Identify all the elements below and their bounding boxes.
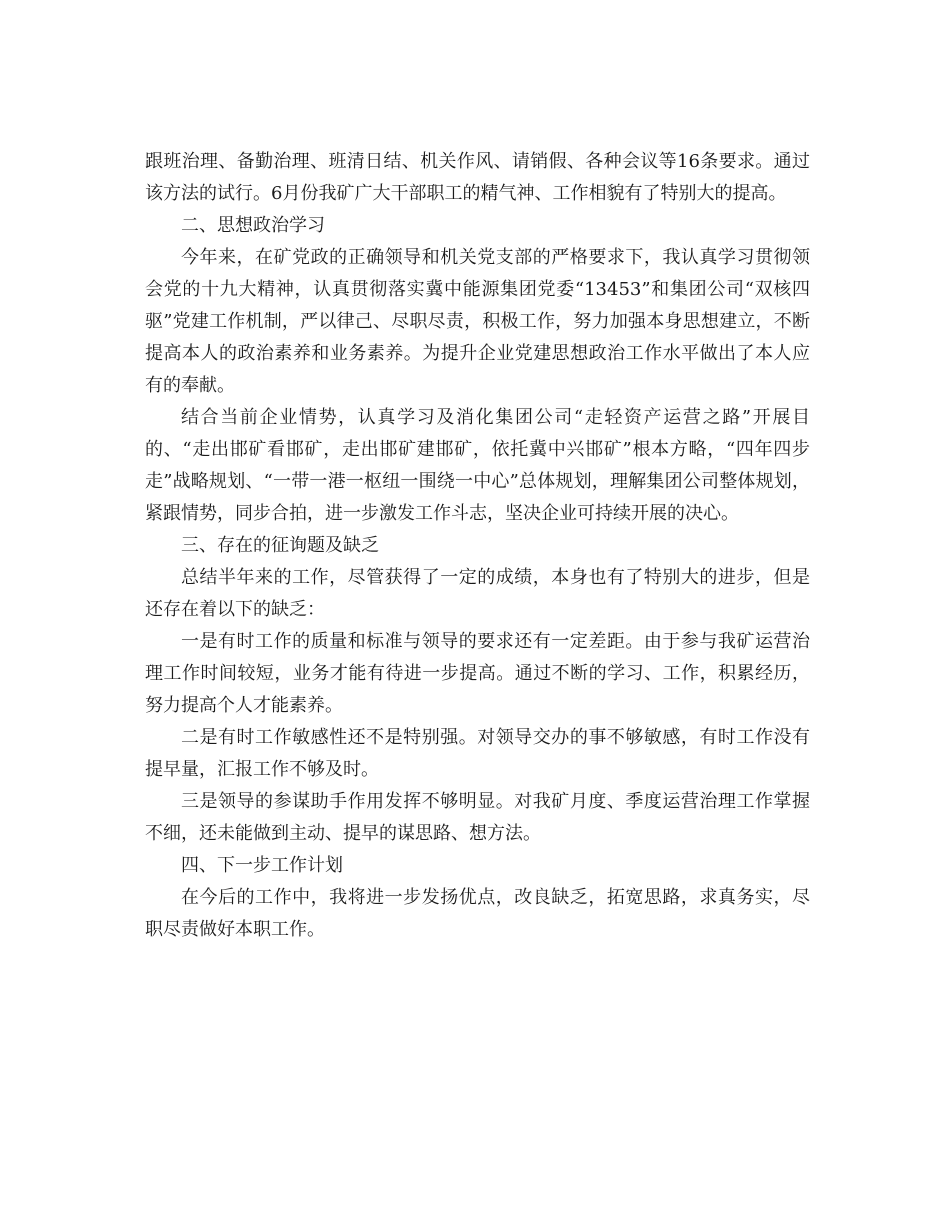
paragraph-management-requirements: 跟班治理、备勤治理、班清日结、机关作风、请销假、各种会议等16条要求。通过该方法的试行。6月份我矿广大干部职工的精气神、工作相貌有了特别大的提高。 [145, 151, 810, 204]
paragraph-enterprise-situation: 结合当前企业情势，认真学习及消化集团公司“走轻资产运营之路”开展目的、“走出邯矿看邯矿，走出邯矿建邯矿，依托冀中兴邯矿”根本方略，“四年四步走”战略规划、“一带一港一枢纽一围绕一中心”总体规划，理解集团公司整体规划，紧跟情势，同步合拍，进一步激发工作斗志，坚决企业可持续开展的决心。 [145, 407, 810, 524]
paragraph-problem-two: 二是有时工作敏感性还不是特别强。对领导交办的事不够敏感，有时工作没有提早量，汇报工作不够及时。 [145, 727, 810, 780]
paragraph-party-study: 今年来，在矿党政的正确领导和机关党支部的严格要求下，我认真学习贯彻领会党的十九大精神，认真贯彻落实冀中能源集团党委“13453”和集团公司“双核四驱”党建工作机制，严以律己、尽职尽责，积极工作，努力加强本身思想建立，不断提高本人的政治素养和业务素养。为提升企业党建思想政治工作水平做出了本人应有的奉献。 [145, 247, 810, 396]
section-heading-problems: 三、存在的征询题及缺乏 [181, 535, 379, 556]
paragraph-problem-three: 三是领导的参谋助手作用发挥不够明显。对我矿月度、季度运营治理工作掌握不细，还未能做到主动、提早的谋思路、想方法。 [145, 791, 810, 844]
document-body [145, 146, 810, 946]
paragraph-problem-one: 一是有时工作的质量和标准与领导的要求还有一定差距。由于参与我矿运营治理工作时间较短，业务才能有待进一步提高。通过不断的学习、工作，积累经历，努力提高个人才能素养。 [145, 631, 810, 716]
paragraph-future-work: 在今后的工作中，我将进一步发扬优点，改良缺乏，拓宽思路，求真务实，尽职尽责做好本职工作。 [145, 887, 810, 940]
paragraph-summary: 总结半年来的工作，尽管获得了一定的成绩，本身也有了特别大的进步，但是还存在着以下的缺乏： [145, 567, 810, 620]
section-heading-political-study: 二、思想政治学习 [181, 215, 325, 236]
section-heading-next-plan: 四、下一步工作计划 [181, 855, 343, 876]
